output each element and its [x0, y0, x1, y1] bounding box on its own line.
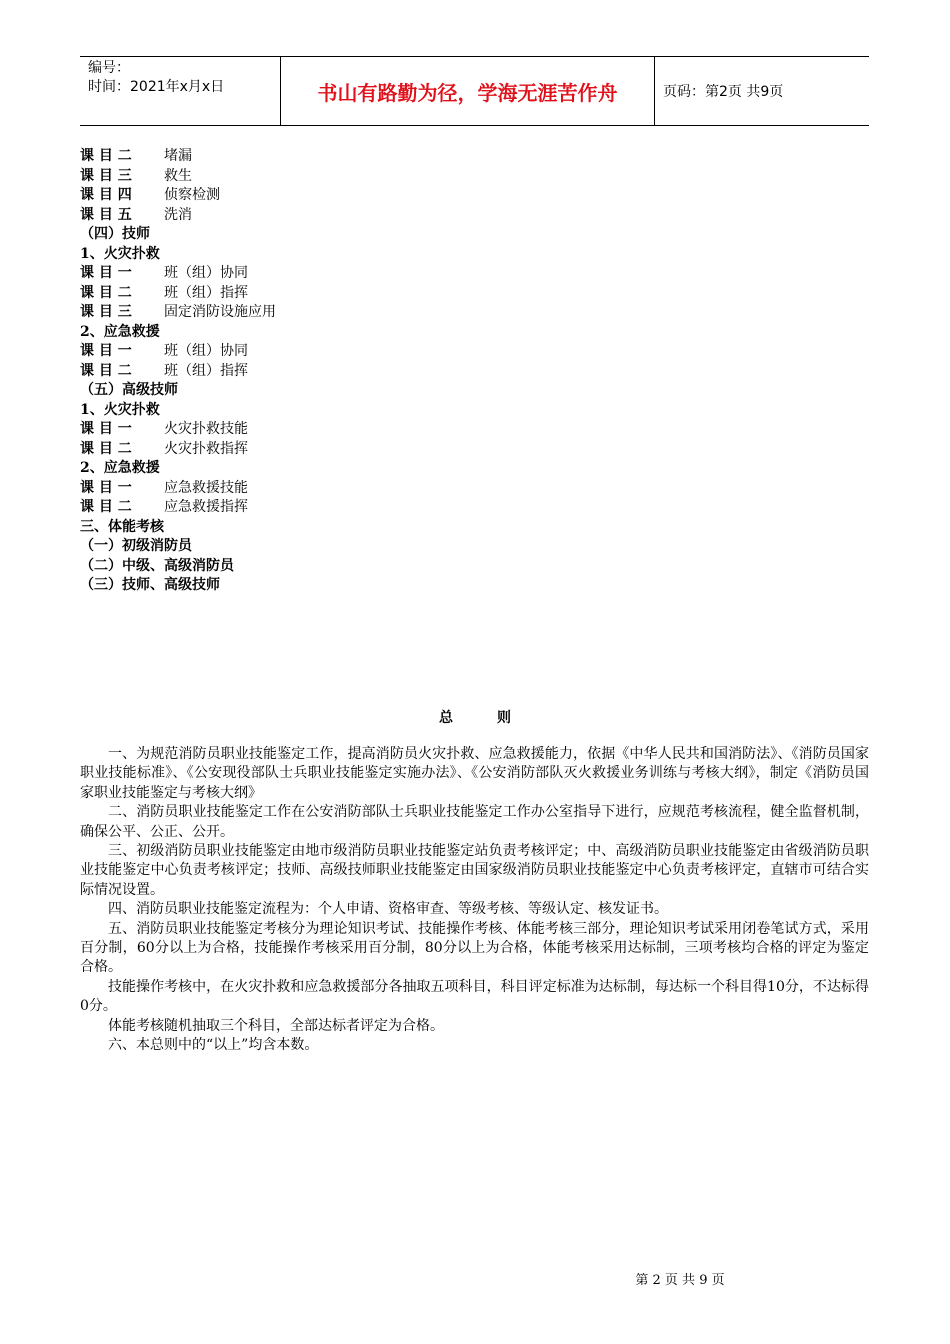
- outline-subject-line: [80, 284, 870, 304]
- subject-name: 侦察检测: [164, 187, 220, 203]
- outline-subject-line: [80, 186, 870, 206]
- subject-name: 固定消防设施应用: [164, 304, 276, 320]
- subject-name: 火灾扑救指挥: [164, 440, 248, 457]
- outline-heading: （一）初级消防员: [80, 538, 192, 554]
- outline-subject-line: [80, 362, 870, 382]
- rules-paragraph: 二、消防员职业技能鉴定工作在公安消防部队士兵职业技能鉴定工作办公室指导下进行，应规范考核流程，健全监督机制，确保公平、公正、公开。: [80, 804, 869, 840]
- outline-heading: 1、火灾扑救: [80, 245, 160, 262]
- subject-number: 课 目 一: [80, 479, 132, 496]
- outline-subject-line: [80, 303, 870, 323]
- subject-name: 火灾扑救技能: [164, 421, 248, 437]
- subject-number: 课 目 二: [80, 440, 132, 457]
- general-rules: [80, 745, 869, 1056]
- subject-number: 课 目 四: [80, 187, 132, 203]
- page-footer: 第 2 页 共 9 页: [635, 1273, 725, 1288]
- rules-paragraph: 五、消防员职业技能鉴定考核分为理论知识考试、技能操作考核、体能考核三部分，理论知识考试采用闭卷笔试方式，采用百分制，60分以上为合格，技能操作考核采用百分制，80分以上为合格，体能考核采用达标制，三项考核均合格的评定为鉴定合格。: [80, 920, 869, 976]
- header-page-info: 页码：第2页 共9页: [663, 84, 784, 100]
- subject-number: 课 目 三: [80, 304, 132, 320]
- header-motto: 书山有路勤为径，学海无涯苦作舟: [281, 57, 655, 125]
- subject-number: 课 目 一: [80, 265, 132, 281]
- rules-paragraph: 四、消防员职业技能鉴定流程为：个人申请、资格审查、等级考核、等级认定、核发证书。: [108, 901, 668, 918]
- subject-number: 课 目 五: [80, 206, 132, 223]
- rules-title: 总则: [439, 710, 555, 726]
- subject-name: 班（组）协同: [164, 343, 248, 359]
- outline-subject-line: [80, 206, 870, 226]
- rules-paragraph: 三、初级消防员职业技能鉴定由地市级消防员职业技能鉴定站负责考核评定；中、高级消防员职业技能鉴定由省级消防员职业技能鉴定中心负责考核评定；技师、高级技师职业技能鉴定由国家级消防员职业技能鉴定中心负责考核评定，直辖市可结合实际情况设置。: [80, 843, 869, 898]
- outline-heading: 1、火灾扑救: [80, 401, 160, 418]
- outline-subject-line: [80, 498, 870, 518]
- outline-subject-line: [80, 147, 870, 167]
- subject-name: 班（组）协同: [164, 265, 248, 281]
- outline-heading: 2、应急救援: [80, 323, 160, 340]
- subject-name: 应急救援指挥: [164, 499, 248, 515]
- rules-paragraph: 一、为规范消防员职业技能鉴定工作，提高消防员火灾扑救、应急救援能力，依据《中华人民共和国消防法》、《消防员国家职业技能标准》、《公安现役部队士兵职业技能鉴定实施办法》、《公安消防部队灭火救援业务训练与考核大纲》，制定《消防员国家职业技能鉴定与考核大纲》: [80, 746, 869, 801]
- subject-number: 课 目 二: [80, 284, 132, 301]
- subject-number: 课 目 三: [80, 167, 132, 184]
- outline-subject-line: [80, 342, 870, 362]
- outline-subject-line: [80, 420, 870, 440]
- subject-number: 课 目 二: [80, 362, 132, 379]
- outline-heading: （二）中级、高级消防员: [80, 557, 234, 574]
- rules-paragraph: 体能考核随机抽取三个科目，全部达标者评定为合格。: [108, 1017, 444, 1034]
- subject-name: 洗消: [164, 206, 192, 223]
- outline-heading: （四）技师: [80, 226, 150, 242]
- subject-name: 堵漏: [164, 148, 192, 164]
- outline-subject-line: [80, 479, 870, 499]
- subject-name: 应急救援技能: [164, 479, 248, 496]
- rules-paragraph: 技能操作考核中，在火灾扑救和应急救援部分各抽取五项科目，科目评定标准为达标制，每达标一个科目得10分，不达标得0分。: [80, 978, 869, 1015]
- outline-heading: （三）技师、高级技师: [80, 577, 220, 593]
- subject-number: 课 目 一: [80, 343, 132, 359]
- subject-number: 课 目 二: [80, 499, 132, 515]
- outline-subject-line: [80, 264, 870, 284]
- subject-name: 救生: [164, 167, 192, 184]
- document-number-label: 编号：: [88, 60, 130, 76]
- header-meta: [80, 57, 281, 125]
- outline-subject-line: [80, 440, 870, 460]
- outline-heading: （五）高级技师: [80, 382, 178, 398]
- rules-paragraph: 六、本总则中的“以上”均含本数。: [108, 1037, 319, 1054]
- subject-number: 课 目 二: [80, 148, 132, 164]
- outline-heading: 2、应急救援: [80, 460, 160, 476]
- syllabus-outline: [80, 147, 870, 596]
- document-time-label: 时间：2021年x月x日: [88, 79, 225, 95]
- outline-heading: 三、体能考核: [80, 518, 164, 535]
- page-header: [80, 56, 869, 126]
- subject-name: 班（组）指挥: [164, 362, 248, 379]
- outline-subject-line: [80, 167, 870, 187]
- subject-name: 班（组）指挥: [164, 284, 248, 301]
- subject-number: 课 目 一: [80, 421, 132, 437]
